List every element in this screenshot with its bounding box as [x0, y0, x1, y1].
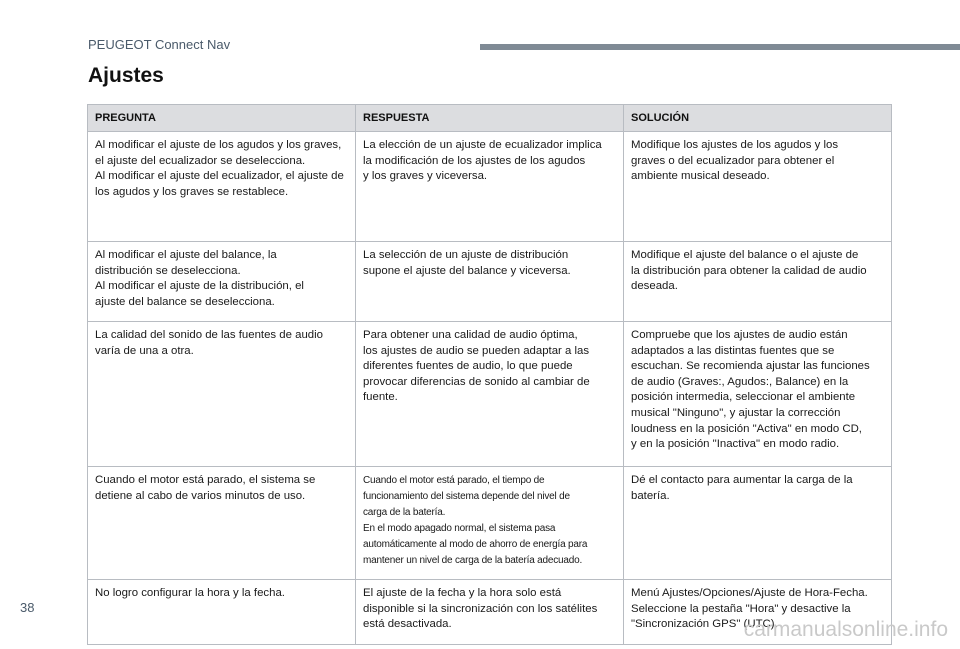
solution-cell [624, 322, 892, 467]
solution-cell [624, 132, 892, 242]
header-bar [480, 44, 960, 50]
question-text: La calidad del sonido de las fuentes de audio varía de una a otra. [95, 329, 323, 357]
solution-cell [624, 242, 892, 322]
table-row [88, 467, 892, 580]
header-title: PEUGEOT Connect Nav [88, 37, 231, 52]
solution-text: Dé el contacto para aumentar la carga de la batería. [631, 474, 853, 502]
answer-text: Para obtener una calidad de audio óptima, los ajustes de audio se pueden adaptar a las diferentes fuentes de audio, lo que puede provocar diferencias de sonido al cambiar de fuente. [363, 329, 590, 404]
page-heading: Ajustes [88, 64, 164, 87]
question-cell [88, 132, 356, 242]
table-row [88, 132, 892, 242]
answer-cell [356, 580, 624, 645]
table-header-row [88, 105, 892, 132]
question-cell [88, 467, 356, 580]
solution-text: Modifique el ajuste del balance o el ajuste de la distribución para obtener la calidad de audio deseada. [631, 249, 867, 293]
question-text: Al modificar el ajuste de los agudos y los graves, el ajuste del ecualizador se deselecciona. Al modificar el ajuste del ecualizador, el ajuste de los agudos y los graves se restablece. [95, 139, 344, 198]
solution-text: Compruebe que los ajustes de audio están adaptados a las distintas fuentes que se escuchan. Se recomienda ajustar las funciones de audio (Graves:, Agudos:, Balance) en la posición intermedia, seleccionar el ambiente musical "Ninguno", y ajustar la corrección loudness en la posición "Activa" en modo CD, y en la posición "Inactiva" en modo radio. [631, 329, 870, 451]
troubleshooting-table [87, 104, 892, 645]
question-cell [88, 580, 356, 645]
watermark: carmanualsonline.info [743, 618, 948, 641]
answer-text: Cuando el motor está parado, el tiempo de funcionamiento del sistema depende del nivel de carga de la batería. En el modo apagado normal, el sistema pasa automáticamente al modo de ahorro de energía para mantener un nivel de carga de la batería adecuado. [363, 475, 588, 566]
column-header-solution: SOLUCIÓN [624, 105, 892, 132]
solution-text: Modifique los ajustes de los agudos y los graves o del ecualizador para obtener el ambiente musical deseado. [631, 139, 839, 183]
answer-text: El ajuste de la fecha y la hora solo está disponible si la sincronización con los satélites está desactivada. [363, 587, 598, 631]
question-text: Cuando el motor está parado, el sistema se detiene al cabo de varios minutos de uso. [95, 474, 316, 502]
solution-cell [624, 467, 892, 580]
answer-cell [356, 132, 624, 242]
question-cell [88, 242, 356, 322]
question-text: Al modificar el ajuste del balance, la distribución se deselecciona. Al modificar el ajuste de la distribución, el ajuste del balance se deselecciona. [95, 249, 304, 308]
column-header-question: PREGUNTA [88, 105, 356, 132]
column-header-answer: RESPUESTA [356, 105, 624, 132]
table-row [88, 322, 892, 467]
answer-cell [356, 322, 624, 467]
table-row [88, 242, 892, 322]
answer-text: La selección de un ajuste de distribución supone el ajuste del balance y viceversa. [363, 249, 571, 277]
page-number: 38 [20, 600, 35, 615]
answer-cell [356, 242, 624, 322]
answer-cell [356, 467, 624, 580]
question-cell [88, 322, 356, 467]
solution-text: Menú Ajustes/Opciones/Ajuste de Hora-Fecha. Seleccione la pestaña "Hora" y desactive la "Sincronización GPS" (UTC). [631, 587, 868, 631]
question-text: No logro configurar la hora y la fecha. [95, 587, 285, 599]
answer-text: La elección de un ajuste de ecualizador implica la modificación de los ajustes de los agudos y los graves y viceversa. [363, 139, 602, 183]
